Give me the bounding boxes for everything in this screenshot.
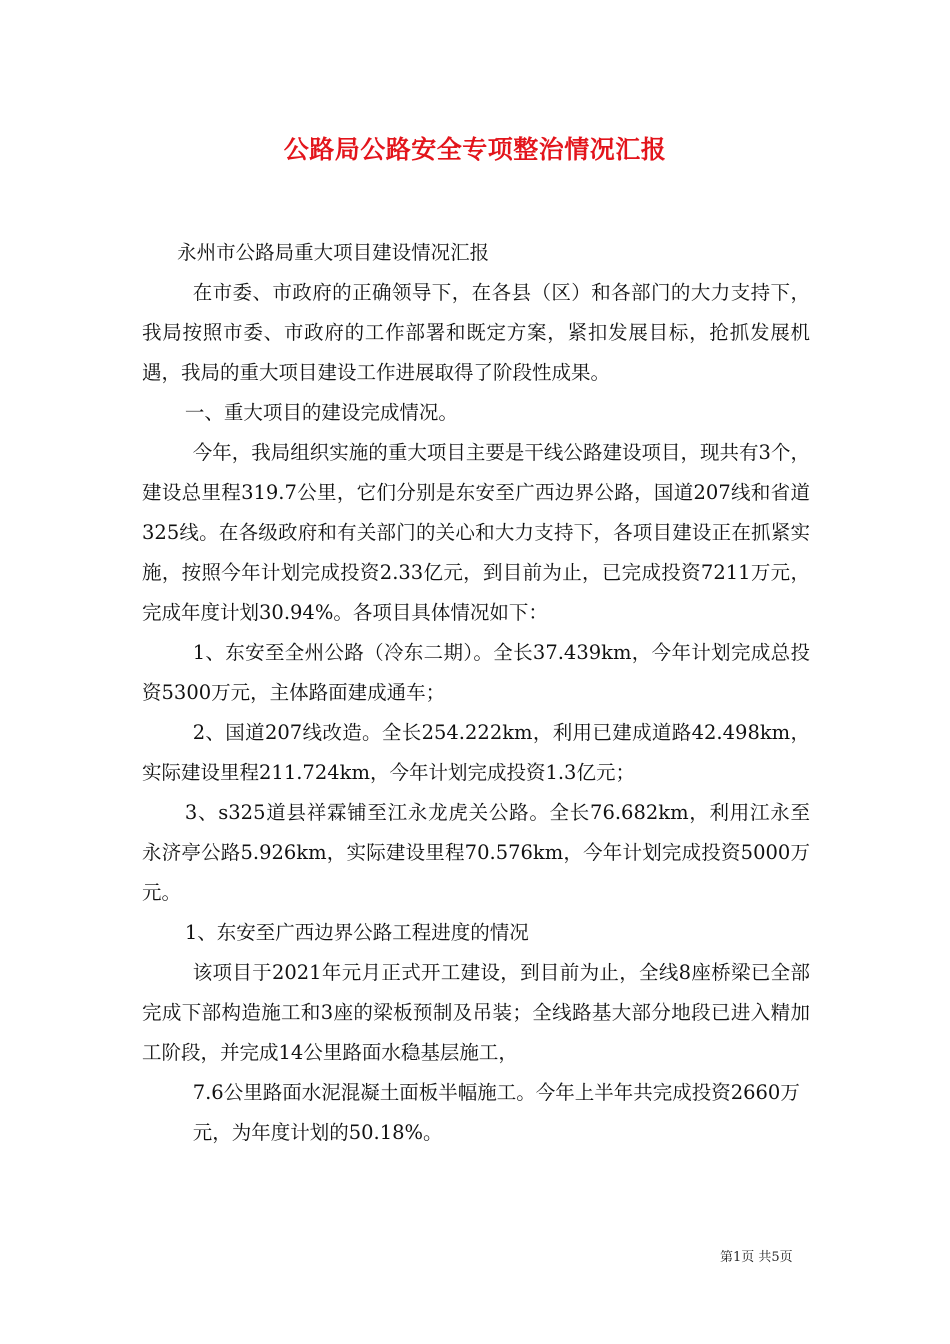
document-title: 公路局公路安全专项整治情况汇报 bbox=[283, 135, 667, 164]
project-item-3: 3、s325道县祥霖铺至江永龙虎关公路。全长76.682km，利用江永至永济亭公路5.926km，实际建设里程70.576km，今年计划完成投资5000万元。 bbox=[142, 801, 810, 904]
report-subtitle: 永州市公路局重大项目建设情况汇报 bbox=[177, 241, 490, 264]
document-body bbox=[142, 233, 810, 1153]
paragraph-progress: 该项目于2021年元月正式开工建设，到目前为止，全线8座桥梁已全部完成下部构造施工和3座的梁板预制及吊装；全线路基大部分地段已进入精加工阶段，并完成14公里路面水稳基层施工， bbox=[142, 961, 810, 1064]
subsection-heading-1: 1、东安至广西边界公路工程进度的情况 bbox=[184, 921, 529, 944]
section-heading-1: 一、重大项目的建设完成情况。 bbox=[184, 401, 458, 424]
paragraph-overview: 今年，我局组织实施的重大项目主要是干线公路建设项目，现共有3个，建设总里程319.7公里，它们分别是东安至广西边界公路，国道207线和省道325线。在各级政府和有关部门的关心和大力支持下，各项目建设正在抓紧实施，按照今年计划完成投资2.33亿元，到目前为止，已完成投资7211万元，完成年度计划30.94%。各项目具体情况如下： bbox=[142, 441, 810, 624]
page-number: 第1页 共5页 bbox=[720, 1250, 793, 1265]
paragraph-progress-end: 元，为年度计划的50.18%。 bbox=[192, 1121, 443, 1144]
paragraph-intro: 在市委、市政府的正确领导下，在各县（区）和各部门的大力支持下，我局按照市委、市政府的工作部署和既定方案，紧扣发展目标，抢抓发展机遇，我局的重大项目建设工作进展取得了阶段性成果。 bbox=[142, 281, 810, 384]
project-item-1: 1、东安至全州公路（冷东二期）。全长37.439km，今年计划完成总投资5300万元，主体路面建成通车； bbox=[142, 641, 810, 704]
project-item-2: 2、国道207线改造。全长254.222km，利用已建成道路42.498km，实际建设里程211.724km，今年计划完成投资1.3亿元； bbox=[142, 721, 810, 784]
paragraph-progress-cont: 7.6公里路面水泥混凝土面板半幅施工。今年上半年共完成投资2660万 bbox=[192, 1081, 800, 1104]
